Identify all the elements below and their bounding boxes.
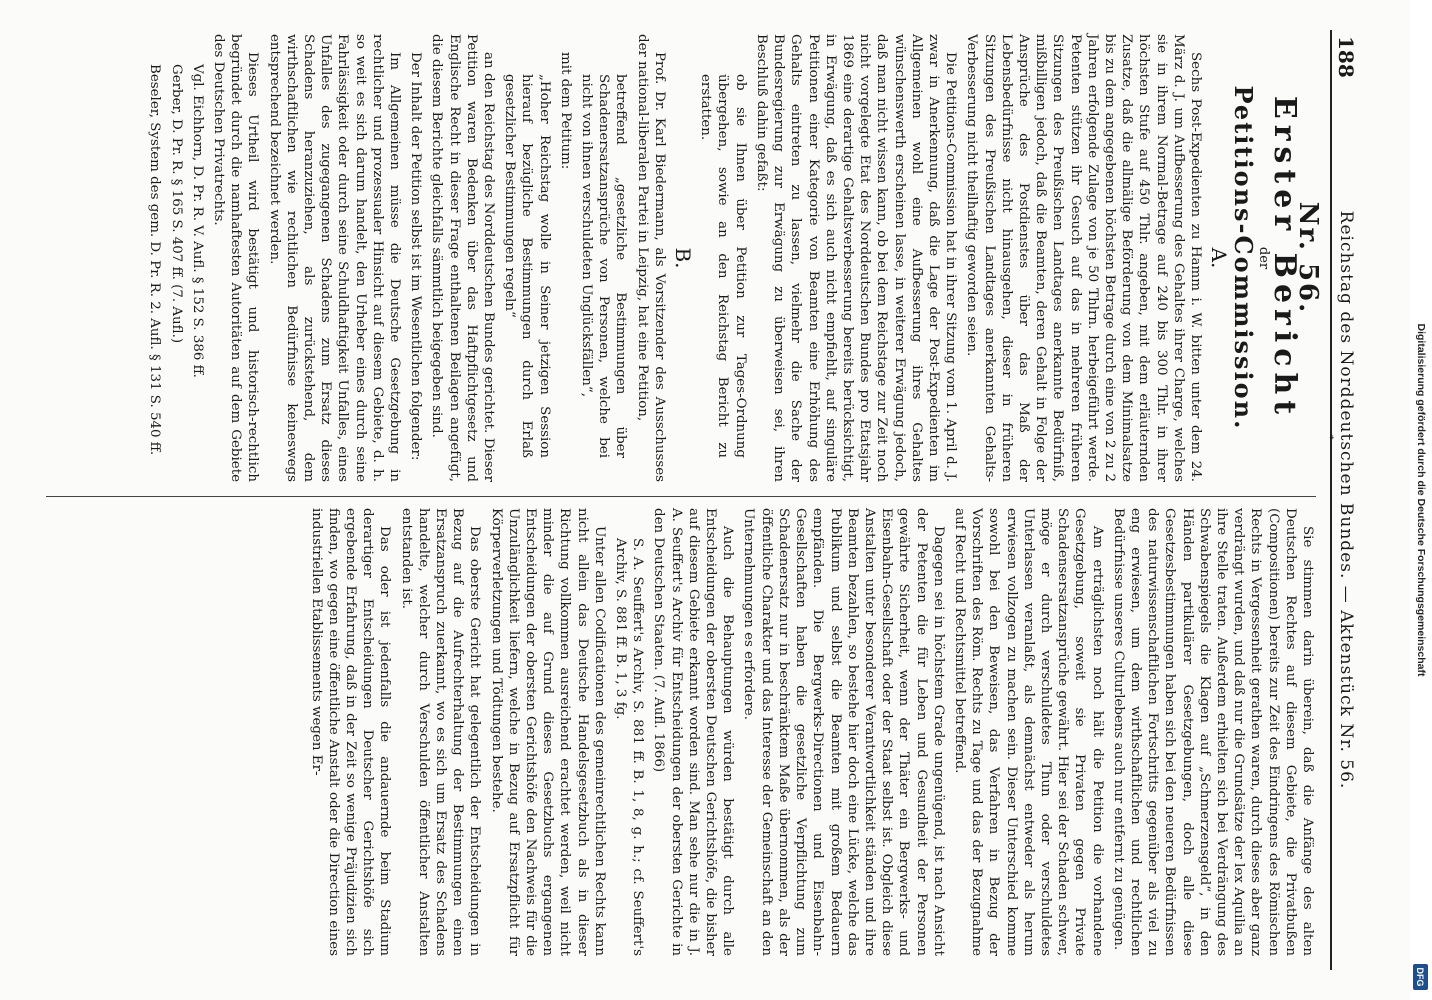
right-paragraph: Auch die Behauptungen würden bestätigt durch alle Entscheidungen der obersten Deutschen Gerichtshöfe, die bisher auf diesem Gebiete erkannt worden sind. Man sehe nur die in J. A. Seuffert's Archiv für Entscheidungen der obersten Gerichte in den Deutschen Staaten. (7. Aufl. 1866) bbox=[651, 508, 736, 956]
right-paragraph: Am erträglichsten noch hält die Petition die vorhandene Gesetzgebung, soweit sie Privaten gegen Private Schadensersatzansprüche gewährt. Hier sei der Schaden schwer, möge er durch verschuldetes Thun oder verschuldetes Unterlassen veranlaßt, als demnächst entweder als herum erwiesen vollzogen zu machen sein. Dieser Unterschied komme sowohl bei den Beweisen, das Verfahren in Bezug der Vorschriften des Röm. Rechts zu Tage und das der Bezugnahme auf Recht und Rechtsmittel betreffend. bbox=[951, 508, 1105, 956]
column-divider bbox=[46, 496, 1316, 497]
document-number: Nr. 56. bbox=[1293, 201, 1323, 315]
section-b-paragraph: Der Inhalt der Petition selbst ist im Wesentlichen folgender: bbox=[408, 52, 424, 461]
section-b-paragraph: Im Allgemeinen müsse die Deutsche Gesetzgebung in rechtlicher und prozessualer Hinsicht auf diesem Gebiete, d. h. so weit es sich darum handelt, den Urheber eines durch seine Fahrlässigkeit oder durch seine Schuldhaftigkeit Unfalles, eines Unfalles des zugegangenen Schadens zum Ersatz dieses Schadens heranzuziehen, als zurückstehend, dem wirthschaftlichen wie rechtlichen Bedürfnisse keineswegs entsprechend bezeichnet werden. bbox=[266, 34, 403, 482]
section-b-paragraph: Prof. Dr. Karl Biedermann, als Vorsitzender des Ausschusses der national-liberalen Partei in Leipzig, hat eine Petition, bbox=[634, 34, 667, 482]
dfg-logo bbox=[1413, 964, 1428, 990]
digitization-notice bbox=[1410, 0, 1432, 1000]
section-b-paragraph: an den Reichstag des Norddeutschen Bundes gerichtet. Dieser Petition waren Bedenken über das Haftpflichtgesetz und Englische Recht in dieser Frage enthaltenen Beilagen angefügt, die diesem Berichte gleichfalls sämmtlich beigegeben sind. bbox=[429, 34, 497, 482]
document-page bbox=[30, 30, 1380, 970]
commission-name: Petitions-Commission. bbox=[1229, 85, 1259, 431]
running-head bbox=[1330, 30, 1360, 970]
section-a-resolution: ob sie Ihnen über Petition zur Tages-Ordnung übergehen, sowie an den Reichstag Bericht zu erstatten. bbox=[698, 74, 748, 458]
section-b-subject: betreffend „gesetzliche Bestimmungen über Schadenersatzansprüche von Personen, welche bei nicht von ihnen verschuldeten Unglücksfällen“, bbox=[579, 74, 629, 458]
section-a-paragraph: Die Petitions-Commission hat in ihrer Sitzung vom 1. April d. J. zwar in Anerkennung, daß die Lage der Post-Expedienten im Allgemeinen wohl eine Aufbesserung ihres Gehaltes wünschenswerth erscheinen lasse, in weiterer Erwägung jedoch, daß man nicht wissen kann, ob bei dem Reichstage zur Zeit noch nicht vorgelegte Etat des Norddeutschen Bundes pro Etatsjahr 1869 eine derartige Gehaltsverbesserung bereits berücksichtigt, in Erwägung, daß es sich auch nicht empfiehlt, auf singuläre Petitionen einer Kategorie von Beamten eine Erhöhung des Gehalts eintreten zu lassen, vielmehr die Sache der Bundesregierung zur Erwägung zu überweisen sei, ihren Beschluß dahin gefaßt: bbox=[753, 34, 959, 482]
dfg-logo-text: DFG bbox=[1415, 967, 1425, 987]
page-number: 188 bbox=[1334, 36, 1358, 78]
report-title: Erster Bericht bbox=[1266, 95, 1302, 421]
section-a-paragraph: Sechs Post-Expedienten zu Hamm i. W. bitten unter dem 24. März d. J. um Aufbesserung des Gehaltes ihrer Charge, welches sie in ihrem Normal-Betrage auf 240 bis 300 Thlr. in ihrer höchsten Stufe auf 450 Thlr. angeben, mit dem erläuternden Zusatze, daß die allmälige Beförderung von dem Minimalsatze bis zu dem angegebenen höchsten Betrage durch eine von 2 zu 2 Jahren erfolgende Zulage von je 50 Thlrn. herbeigeführt werde. Petenten stützen ihr Gesuch auf das in mehreren früheren Sitzungen des Preußischen Landtages anerkannte Bedürfniß, mißbilligen jedoch, daß die Beamten, deren Gehalt in Folge der Ansprüche des Postdienstes über das Maß der Lebensbedürfnisse nicht hinausgehen, dieser in früheren Sitzungen des Preußischen Landtages anerkannten Gehalts-Verbesserung nicht theilhaftig geworden seien. bbox=[964, 34, 1203, 482]
section-b-heading: B. bbox=[671, 247, 696, 269]
left-column bbox=[46, 34, 1323, 482]
section-b-petitum: „Hoher Reichstag wolle in Seiner jetzigen Session hierauf bezügliche Bestimmungen durch Erlaß gesetzlicher Bestimmungen regeln“ bbox=[502, 74, 552, 458]
report-heading bbox=[1229, 34, 1323, 482]
citation: S. A. Seuffert's Archiv, S. 881 ff. B. 1, 8, g. h.; cf. Seuffert's Archiv, S. 881 ff. B. 1, 3 fg. bbox=[613, 538, 646, 956]
right-paragraph: Das oder ist jedenfalls die andauernde beim Stadium derartiger Entscheidungen Deutscher Gerichtshöfe sich ergebende Erfahrung, daß in der Zeit so wenige Präjudizien sich finden, wo gegen eine öffentliche Anstalt oder die Direction eines industriellen Etablissements wegen Er- bbox=[308, 508, 393, 956]
citation: Gerber, D. Pr. R. § 165 S. 407 ff. (7. Aufl.) bbox=[168, 64, 184, 344]
funding-notice-text: Digitalisierung gefördert durch die Deutsche Forschungsgemeinschaft bbox=[1415, 323, 1427, 677]
citation: Beseler, System des gem. D. Pr. R. 2. Aufl. § 131 S. 540 ff. bbox=[147, 64, 163, 456]
right-paragraph: Das oberste Gericht hat gelegentlich der Entscheidungen in Bezug auf die Aufrechterhaltung der Bestimmungen einen Ersatzanspruch zuerkannt, wo es sich um Ersatz des Schadens handelte, welcher durch Verschulden öffentlicher Anstalten entstanden ist. bbox=[398, 508, 483, 956]
right-paragraph: Sie stimmen darin überein, daß die Anfänge des alten Deutschen Rechtes auf diesem Gebiete, die Privatbußen (Compositionen) bereits zur Zeit des Eindringens des Römischen Rechts in Vergessenheit gerathen waren, durch dieses aber ganz verdrängt wurden, und daß nur die Grundsätze der lex Aquilia an ihre Stelle traten. Außerdem erhielten sich bei Verdrängung des Schwabenspiegels die Klagen auf „Schmerzensgeld“, in den Händen partikulärer Gesetzgebungen, doch alle diese Gesetzesbestimmungen haben sich bei den neueren Bedürfnissen des naturwissenschaftlichen Fortschritts gegenüber als viel zu eng erwiesen, um dem wirthschaftlichen und rechtlichen Bedürfnisse unseres Culturlebens auch nur entfernt zu genügen. bbox=[1110, 508, 1315, 956]
section-b-paragraph: mit dem Petitum: bbox=[557, 52, 573, 170]
asterisk-mark: * bbox=[1324, 435, 1334, 440]
section-b-paragraph: Dieses Urtheil wird bestätigt und historisch-rechtlich begründet durch die namhaftesten Autoritäten auf dem Gebiete des Deutschen Privatrechts. bbox=[211, 34, 261, 482]
section-a-heading: A. bbox=[1207, 247, 1232, 269]
report-title-der: der bbox=[1255, 246, 1271, 270]
right-paragraph: Dagegen sei in höchstem Grade ungenügend, ist nach Ansicht der Petenten die für Leben und Gesundheit der Personen gewährte Sicherheit, wenn der Thäter ein Bergwerks- und Eisenbahn-Gesellschaft oder der Staat selbst ist. Obgleich diese Anstalten unter besonderer Verantwortlichkeit ständen und ihre Beamten bezahlen, so bestehe hier doch eine Lücke, welche das Publikum und selbst die Beamten mit großem Bedauern empfänden. Die Bergwerks-Directionen und Eisenbahn-Gesellschaften haben die gesetzliche Verpflichtung zum Schadenersatz nur in beschränktem Maße übernommen, als der öffentliche Charakter und das Interesse der Gemeinschaft an den Unternehmungen es erfordere. bbox=[741, 508, 946, 956]
right-paragraph: Unter allen Codificationen des gemeinrechtlichen Rechts kann nicht allein das Deutsche Handelsgesetzbuch als in dieser Richtung vollkommen ausreichend erachtet werden, weil nicht minder die auf Grund dieses Gesetzbuchs ergangenen Entscheidungen der obersten Gerichtshöfe den Nachweis für die Unzulänglichkeit liefern, welche in Bezug auf Ersatzpflicht für Körperverletzungen und Tödtungen bestehe. bbox=[488, 508, 607, 956]
citation: Vgl. Eichhorn, D. Pr. R. V. Aufl. § 152 S. 386 ff. bbox=[189, 64, 205, 378]
right-column bbox=[46, 508, 1316, 956]
running-title: Reichstag des Norddeutschen Bundes. — Aktenstück Nr. 56. bbox=[1336, 210, 1356, 790]
